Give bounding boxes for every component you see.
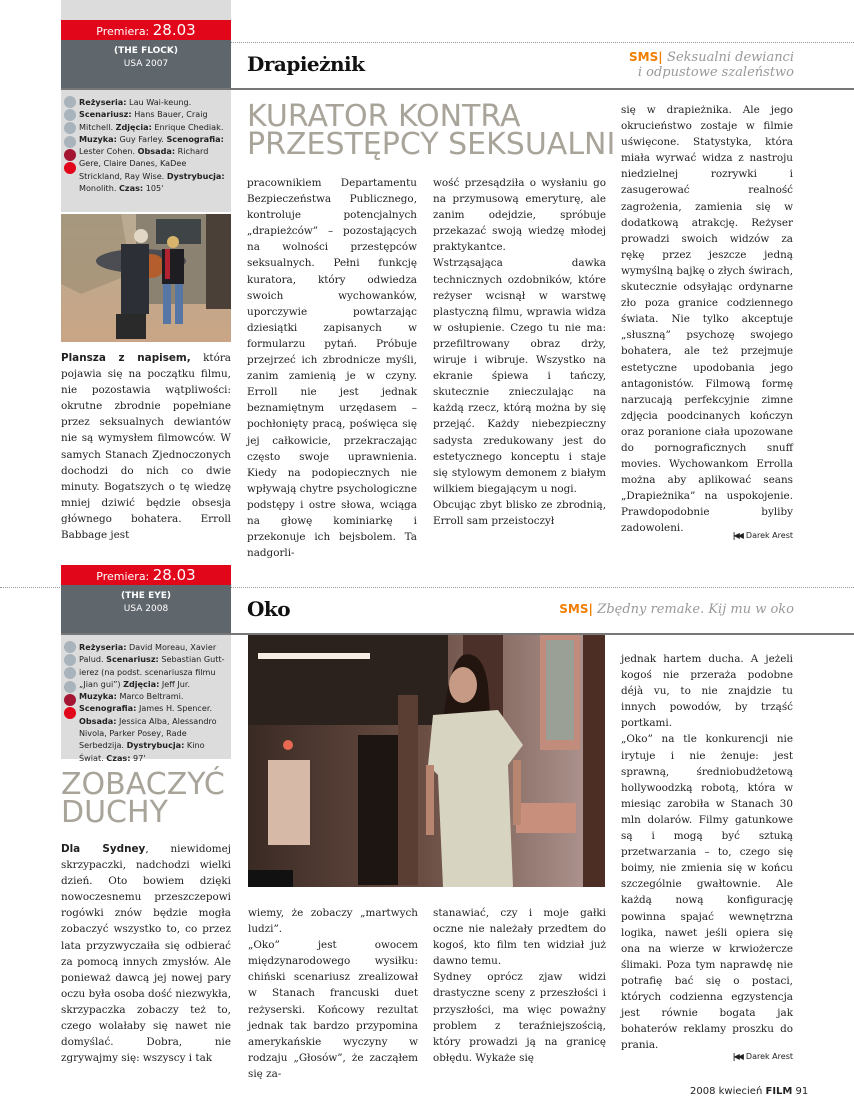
credit-key: Czas: — [118, 183, 144, 194]
sms-text-line2: i odpustowe szaleństwo — [637, 65, 794, 80]
credit-value: Lau Wai-keung. — [126, 97, 192, 107]
sms-summary — [434, 602, 794, 617]
rating-dot-filled — [64, 162, 76, 174]
film-still-image — [61, 214, 231, 342]
author-name: Darek Arest — [745, 1052, 793, 1061]
credit-value: 97' — [130, 752, 146, 763]
credit-value: James H. Spencer. — [136, 703, 213, 714]
film-info-panel — [61, 585, 231, 633]
sms-label: SMS| — [559, 602, 593, 616]
credit-key: Dystrybucja: — [126, 740, 185, 751]
author-name: Darek Arest — [745, 531, 793, 540]
film-still-the-eye — [248, 635, 605, 887]
credit-key: Dystrybucja: — [166, 170, 225, 181]
headline-line2: PRZESTĘPCY SEKSUALNI — [247, 127, 616, 162]
article-column-3 — [433, 175, 606, 529]
body-text: „Oko” na tle konkurencji nie irytuje i nie żenuje: jest sprawną, średniobudżetową hollywoodzką robotą, która w miesiąc zarobiła w Stanach 30 mln dolarów. Filmy gatunkowe są i mogą być sztuką przetwarzania – to, czego się boimy, nie zmienia się w końcu szczególnie gwałtownie. Ale każdą nową konfigurację powinna spajać wewnętrzna logika, nawet jeśli opiera się ona na wierze w krwiożercze ślimaki. Poza tym naprawdę nie potrafię bać się o postaci, których codzienna egzystencja jest równie bogata jak bohaterów reklamy proszku do prania. — [621, 733, 793, 1052]
headline — [247, 99, 616, 162]
credit-value: Hans Bauer, Craig Mitchell. — [79, 109, 208, 132]
lead-in: Dla Sydney — [61, 843, 146, 855]
body-text: się w drapieżnika. Ale jego okrucieństwo zostaje w filmie uświęcone. Statystyka, która miała wyrwać widza z nastroju niedzielnej rozrywki i zasugerować realność zagrożenia, zamienia się w dodatkową atrakcję. Reżyser prowadzi swoich widzów za rękę przez jeszcze jedną wymyślną bajkę o złych świrach, skutecznie odsyłając ordynarne zło poza granice codziennego świata. Nie tylko akceptuje „słuszną” psychozę swojego bohatera, ale też przejmuje estetyczne upodobania jego antagonistów. Filmową formę narzucają perfekcyjnie zimne zdjęcia poodcinanych kończyn oraz poranione ciała upozowane do pornograficznych snuff movies. Wychowankom Errolla można aby aplikować seans „Drapieżnika” na uspokojenie. Prawdopodobnie byliby zadowoleni. — [621, 104, 793, 535]
film-still-the-flock — [61, 214, 231, 342]
credit-value: Monolith. — [79, 183, 119, 194]
body-text: „Oko” jest owocem międzynarodowego wysiłku: chiński scenariusz zrealizował w Stanach francuski duet reżyserski. Końcowy rezultat jednak tak bardzo przypomina amerykańskie wyczyny w rodzaju „Głosów”, że zacząłem się za- — [248, 939, 418, 1080]
author-byline — [621, 531, 793, 540]
article-column-1 — [61, 350, 231, 543]
credit-value: David Moreau, Xavier Palud. — [79, 642, 217, 665]
premiere-banner — [61, 20, 231, 40]
credit-value: Jessica Alba, Alessandro Nivola, Parker Posey, Rade Serbedzija. — [79, 715, 217, 751]
credit-key: Czas: — [106, 752, 131, 763]
premiere-date: 28.03 — [152, 566, 196, 584]
rating-dots — [64, 96, 76, 175]
rating-dot-empty — [64, 667, 76, 679]
sms-label: SMS| — [628, 50, 663, 64]
footer-magazine: FILM — [765, 1086, 793, 1097]
credit-value: Richard Gere, Claire Danes, KaDee Strickland, Ray Wise. — [79, 146, 209, 181]
lead-in: Plansza z napisem, — [61, 352, 191, 364]
credit-value: 105' — [143, 183, 164, 194]
footer-date: 2008 kwiecień — [690, 1086, 763, 1097]
credits-box — [61, 635, 231, 763]
rating-dot-empty — [64, 109, 76, 121]
credit-value: Lester Cohen. — [79, 146, 138, 157]
film-still-image — [248, 635, 605, 887]
body-text: wość przesądziła o wysłaniu go na przymusową emeryturę, ale zanim odejdzie, spróbuje przekazać swoją wiedzę młodej praktykantce. — [433, 177, 606, 254]
credit-key: Scenografia: — [79, 703, 137, 714]
credit-value: Guy Farley. — [116, 133, 167, 144]
credit-key: Scenariusz: — [106, 654, 159, 665]
article-column-2 — [247, 175, 417, 561]
headline-line1: KURATOR KONTRA — [247, 99, 521, 134]
sms-text-line1: Seksualni dewianci — [667, 50, 794, 65]
review-title: Drapieżnik — [247, 52, 365, 76]
rating-dot-empty — [64, 641, 76, 653]
rating-dot-filled — [64, 694, 76, 706]
article-column-4 — [621, 102, 793, 537]
body-text: która pojawia się na początku filmu, nie pozostawia wątpliwości: okrutne zbrodnie popełniane przez seksualnych dewiantów nie są wymysłem filmowców. W samych Stanach Zjednoczonych dochodzi do nich co dwie minuty. Bogatszych o tę wiedzę mniej dziwić będzie obsesja głównego bohatera. Erroll Babbage jest — [61, 352, 231, 542]
original-title: (THE EYE) — [121, 591, 171, 601]
body-text: stanawiać, czy i moje gałki oczne nie należały przedtem do kogoś, kto film ten widział już dawno temu. — [433, 907, 606, 968]
rating-dots — [64, 641, 76, 720]
credit-key: Zdjęcia: — [123, 678, 160, 689]
body-text: Sydney oprócz zjaw widzi drastyczne sceny z przeszłości i przyszłości, ma więc poważny problem z teraźniejszością, który prowadzi ją na granicę obłędu. Wykaże się — [433, 971, 606, 1064]
rating-dot-empty — [64, 122, 76, 134]
country-year: USA 2007 — [123, 59, 169, 69]
credit-value: Kino Świat. — [79, 740, 205, 763]
article-column-4 — [621, 651, 793, 1053]
rating-dot-empty — [64, 136, 76, 148]
credit-value: Marco Beltrami. — [116, 691, 184, 702]
premiere-label: Premiera: — [96, 570, 150, 583]
premiere-date: 28.03 — [152, 21, 196, 39]
credit-key: Obsada: — [79, 715, 117, 726]
article-column-1 — [61, 841, 231, 1066]
author-arrow-icon: |◀◀ — [732, 531, 742, 540]
credits-text — [79, 96, 227, 194]
premiere-label: Premiera: — [96, 25, 150, 38]
credit-key: Obsada: — [137, 146, 176, 157]
body-text: wiemy, że zobaczy „martwych ludzi”. — [248, 907, 418, 936]
premiere-banner — [61, 565, 231, 585]
rating-dot-empty — [64, 96, 76, 108]
credit-key: Reżyseria: — [79, 97, 127, 107]
sms-summary — [494, 50, 794, 80]
dotted-divider — [231, 42, 854, 43]
page-footer — [690, 1086, 808, 1097]
credit-value: Jeff Jur. — [159, 678, 191, 689]
credit-value: Sebastian Guttierez (na podst. scenariusza filmu „Jian gui”) — [79, 654, 225, 689]
rating-dot-empty — [64, 654, 76, 666]
credits-text — [79, 641, 227, 764]
author-byline — [621, 1052, 793, 1061]
credit-key: Zdjęcia: — [115, 121, 152, 132]
article-column-3 — [433, 905, 606, 1066]
credit-key: Muzyka: — [79, 133, 117, 144]
body-text: pracownikiem Departamentu Bezpieczeństwa Publicznego, kontroluje potencjalnych „drapieżców” – pozostających na wolności przestępców seksualnych. Pełni funkcję kuratora, który odwiedza swoich wychowanków, uporczywie powtarzając dziesiątki zapisanych w formularzu pytań. Próbuje przejrzeć ich zbrodnicze myśli, zanim zamienią je w czyny. Erroll nie jest jednak beznamiętnym urzędasem – pochłonięty pracą, poświęca się jej całkowicie, przekraczając często swoje uprawnienia. Kiedy na podopiecznych nie wpływają chytre psychologiczne podstępy i ostre słowa, wciąga na głowę kominiarkę i przekonuje ich bejsbolem. Ta nadgorli- — [247, 177, 417, 560]
headline-line2: DUCHY — [61, 795, 168, 830]
country-year: USA 2008 — [123, 604, 169, 614]
credit-key: Scenariusz: — [79, 109, 132, 120]
author-arrow-icon: |◀◀ — [732, 1052, 742, 1061]
original-title: (THE FLOCK) — [114, 46, 178, 56]
review-title: Oko — [247, 597, 291, 621]
credit-key: Reżyseria: — [79, 642, 127, 652]
rating-dot-filled — [64, 707, 76, 719]
body-text: jednak hartem ducha. A jeżeli kogoś nie przeraża podobne déjà vu, to nie znajdzie tu innych powodów, by trząść portkami. — [621, 653, 793, 730]
article-column-2 — [248, 905, 418, 1082]
headline-line1: ZOBACZYĆ — [61, 767, 225, 802]
page-number: 91 — [795, 1086, 809, 1097]
body-text: Wstrząsająca dawka technicznych ozdobników, które reżyser wcisnął w warstwę plastyczną filmu, wprawia widza w osłupienie. Czego tu nie ma: przefiltrowany obraz drży, wiruje i wibruje. Wszystko na ekranie śpiewa i tańczy, skutecznie znieczulając na każdą rzecz, którą można by się przejąć. Każdy niebezpieczny sadysta zredukowany jest do estetycznego konceptu i staje się stylowym demonem z białym wilkiem biegającym u nogi. — [433, 257, 606, 495]
body-text: , niewidomej skrzypaczki, nadchodzi wielki dzień. Oto bowiem dzięki nowoczesnemu przeszczepowi rogówki znów będzie mogła zobaczyć wszystko to, co przez lata przyzwyczaiła się odbierać za pomocą innych zmysłów. Ale ponieważ dawcą jej nowej pary oczu była osoba dość niezwykła, skrzypaczka zobaczy też to, czego wolałaby się nawet nie domyślać. Dobra, nie zgrywajmy się: wszyscy i tak — [61, 843, 232, 1065]
headline — [61, 767, 225, 830]
credit-key: Scenografia: — [166, 133, 224, 144]
sms-text-line1: Zbędny remake. Kij mu w oko — [597, 602, 794, 617]
credit-value: Enrique Chediak. — [151, 121, 224, 132]
rating-dot-empty — [64, 681, 76, 693]
film-info-panel — [61, 40, 231, 88]
sidebar-top-strip — [61, 0, 231, 20]
spacer — [61, 545, 231, 565]
credits-box — [61, 90, 231, 212]
credit-key: Muzyka: — [79, 691, 117, 702]
body-text: Obcując zbyt blisko ze zbrodnią, Erroll sam przeistoczył — [433, 498, 606, 527]
rating-dot-filled — [64, 149, 76, 161]
